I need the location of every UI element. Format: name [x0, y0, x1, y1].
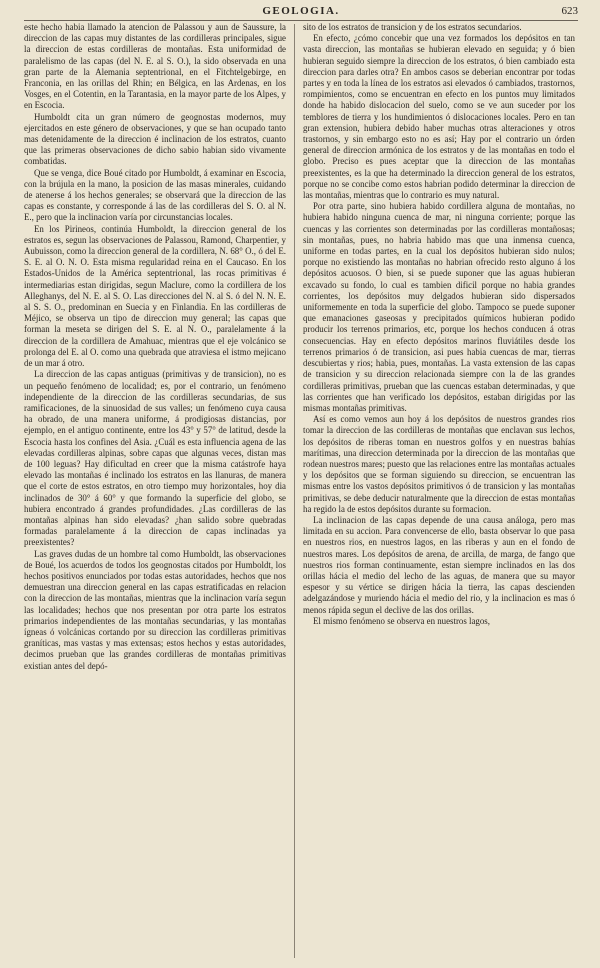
left-column	[24, 22, 286, 962]
right-column	[303, 22, 575, 962]
paragraph: Por otra parte, sino hubiera habido cordillera alguna de montañas, no hubiera habido ninguna cuenca de mar, ni ninguna corriente; porque las cuencas y las corrientes son determinadas por las cordilleras montañosas; sin montañas, pues, no habria habido mas que una inmensa cuenca, uniforme en todas partes, en la cual los depósitos hubieran sido nulos; porque no existiendo las montañas no habrian ofrecido resto alguno á los depósitos acuosos. O bien, si se puede suponer que las aguas hubieran excavado su fondo, lo cual es tambien dificil porque no habia grandes corrientes, los depósitos muy delgados hubieran sido dispersados uniformemente en toda la superficie del globo. Tampoco se puede suponer que emanaciones gaseosas y precipitados químicos hubieran podido producir los terrenos primarios, etc, porque los hechos conducen á otras consecuencias. Hay en efecto depósitos marinos fluviátiles desde los terrenos primarios ó de transicion, asi pues habia cuencas de mar, tierras descubiertas y rios; habia, pues, montañas. La vasta extension de las capas de transicion y su direccion relacionada siempre con la de las grandes cordilleras primitivas, prueban que las cuencas estaban determinadas, y que las corrientes que han verificado los depósitos, estaban dirigidas por las mismas montañas primitivas.	[303, 201, 575, 413]
page-number: 623	[561, 5, 578, 17]
paragraph: Las graves dudas de un hombre tal como Humboldt, las observaciones de Boué, los acuerdos de todos los geognostas citados por Humboldt, los hechos positivos enunciados por todas estas autoridades, hechos que nos demuestran una direccion general en las capas estratificadas en relacion con la direccion de las montañas, mientras que la inclinacion varía segun las localidades; hechos que nos presentan por otra parte los estratos primarios independientes de las montañas secundarias, y las montañas ígneas ó volcánicas cortando por su direccion las cordilleras primitivas graníticas, mas vastas y mas extensas; estos hechos y estas autoridades, decimos prueban que las grandes cordilleras de montañas primitivas existian antes del depó-	[24, 548, 286, 671]
paragraph: Que se venga, dice Boué citado por Humboldt, á examinar en Escocia, con la brújula en la mano, la posicion de las masas minerales, cuidando de atenerse á los hechos generales; se observará que la direccion de las capas es constante, y corresponde á las de las cordilleras del S. O. al N. E., pero que la inclinacion varía por circunstancias locales.	[24, 167, 286, 223]
paragraph: sito de los estratos de transicion y de los estratos secundarios.	[303, 22, 522, 32]
page-header	[24, 4, 578, 21]
paragraph: El mismo fenómeno se observa en nuestros lagos,	[313, 615, 490, 626]
paragraph: En los Pirineos, continúa Humboldt, la direccion general de los estratos es, segun las observaciones de Palassou, Ramond, Charpentier, y Aubuisson, como la direccion general de la cordillera, N. 68° O., ó del E. S. E. al O. N. O. Esta misma regularidad reina en el Caucaso. En los Estados-Unidos de la América septentrional, las rocas primitivas é intermediarias estan dirigidas, segun Maclure, como la cordillera de los Alleghanys, del N. E. al S. O. Las direcciones del N. al S. ó del N. N. E. al S. S. O., predominan en Suecia y en Finlandia. En las cordilleras de Méjico, se observa un tipo de direccion muy general; las capas que forman la meseta se dirigen del S. E. al N. O., paralelamente á la direccion de la cordillera de Amahuac, mientras que el eje volcánico se prolonga del E. al O. como una quebrada que atraviesa el istmo mejicano de un mar á otro.	[24, 223, 286, 369]
paragraph: Así es como vemos aun hoy á los depósitos de nuestros grandes rios tomar la direccion de las cordilleras de montañas que enclavan sus lechos, los depósitos de riberas toman en nuestros golfos y en nuestras bahías marítimas, una direccion determinada por la direccion de las montañas que rodean nuestros mares; puesto que las relaciones entre las montañas actuales y los depósitos que se forman siguiendo su direccion, se encuentran las mismas entre los vastos depósitos primitivos ó de transicion y las montañas primitivas, se debe deducir naturalmente que la direccion de estas montañas ha regido la de estos depósitos durante su formacion.	[303, 414, 575, 514]
running-title: GEOLOGIA.	[262, 5, 340, 17]
paragraph: La inclinacion de las capas depende de una causa análoga, pero mas limitada en su accion. Para convencerse de ello, basta observar lo que pasa en nuestros rios, en nuestros lagos, en las riberas y aun en el fondo de nuestros mares. Los depósitos de arena, de arcilla, de marga, de fango que nuestros rios forman continuamente, estan siempre inclinados en las dos orillas hácia el medio del lecho de las aguas, de manera que su mayor espesor y su vértice se dirigen hácia la tierra, las capas descienden adelgazándose y muriendo hácia el medio del rio, y la inclinacion es mas ó menos rápida segun el declive de las dos orillas.	[303, 514, 575, 615]
paragraph: La direccion de las capas antiguas (primitivas y de transicion), no es un pequeño fenómeno de localidad; es, por el contrario, un fenómeno independiente de la direccion de las cordilleras secundarias, de sus ramificaciones, de la sinuosidad de sus valles; un fenómeno cuya causa ha obrado, de una manera uniforme, á prodigiosas distancias, por ejemplo, en el antiguo continente, entre los 43° y 57° de latitud, desde la Escocia hasta los confines del Asia. ¿Cuál es esta influencia agena de las elevadas cordilleras alpinas, sobre capas que algunas veces, distan mas de 100 leguas? Hay dificultad en creer que la misma catástrofe haya elevado las montañas é inclinado los estratos en las llanuras, de manera que el corte de estos estratos, en otro tiempo muy horizontales, hoy dia inclinados de 30° á 60° y que formando la superficie del globo, se hubiera encontrado á grandes profundidades. ¿Las cordilleras de las montañas alpinas han sido elevadas? ¿han salido sobre quebradas formadas paralelamente á la direccion de capas inclinadas ya preexistentes?	[24, 369, 286, 548]
column-divider	[294, 24, 295, 958]
paragraph: Humboldt cita un gran número de geognostas modernos, muy ejercitados en este género de observaciones, y que se han ocupado tanto mas detenidamente de la direccion é inclinacion de los estratos, cuanto que las primeras observaciones de dicho sabio habian sido vivamente combatidas.	[24, 111, 286, 167]
paragraph: En efecto, ¿cómo concebir que una vez formados los depósitos en tan vasta direccion, las montañas se hubieran elevado en seguida; y ó bien hubieran seguido siempre la direccion de los estratos, ó bien cambiado esta direccion para darles otra? En ambos casos se deberian encontrar por todas partes y en toda la línea de los estratos asi elevados ó cambiados, trastornos, rompimientos, como se encuentran en efecto en los puntos muy limitados donde ha habido dislocacion del suelo, como se ve aun suceder por los temblores de tierra y los hundimientos ó dislocaciones locales. Pero en tan gran extension, hubiera debido haber muchas otras alteraciones y otros trastornos, y sin embargo esto no es así; Hay por el contrario un órden general de direccion armónica de los estratos y de las montañas en todo el globo. Preciso es pues aceptar que la direccion de las montañas preexistentes, es la que ha determinado la direccion general de los estratos, porque no se concibe como estos habrian podido determinar la direccion de las montañas, mientras que lo contrario es muy natural.	[303, 33, 575, 201]
paragraph: este hecho habia llamado la atencion de Palassou y aun de Saussure, la direccion de las capas muy distantes de las cordilleras principales, sigue la direccion de estas cordilleras de montañas. Esta uniformidad de paralelismo de las capas (del N. E. al S. O.), la sido observada en una gran parte de la Alemania septentrional, en el Fitchtelgebirge, en Franconia, en las orillas del Rhin; en Bélgica, en las Ardenas, en los Vosges, en el Cotentin, en la Tarantasia, en la mayor parte de los Alpes, y en Escocia.	[24, 22, 286, 111]
